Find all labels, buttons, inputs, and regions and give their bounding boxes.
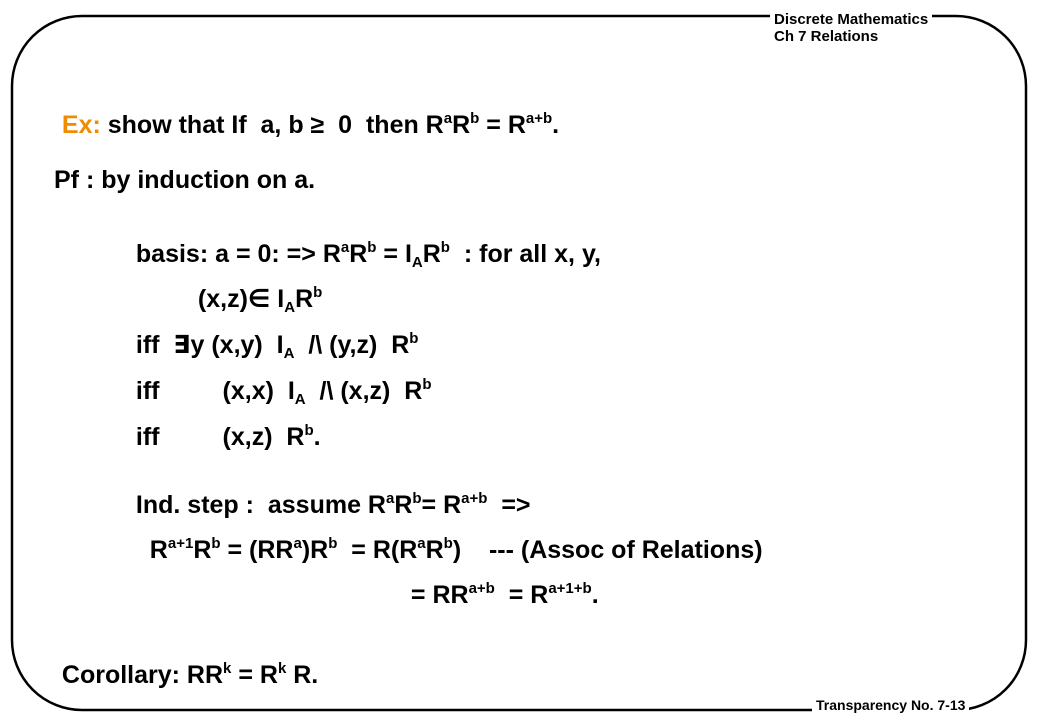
step3-text-5: R (397, 377, 423, 405)
induction-step-3-line (72, 550, 599, 614)
step3-sup-b: b (422, 376, 432, 393)
corollary-sup-k: k (223, 660, 232, 677)
step4-text-3: R (279, 423, 305, 451)
exists-symbol: ∃ (173, 331, 191, 359)
basis-sub-a: A (411, 254, 423, 271)
step2-text-4: /\ (y,z) (294, 331, 385, 359)
ind2-sup-b3: b (443, 535, 453, 552)
step1-sup-b: b (313, 284, 323, 301)
example-r: R (452, 111, 471, 139)
step4-text-2: (x,z) (222, 423, 280, 451)
corollary-line (48, 630, 318, 694)
basis-text-3: = I (376, 240, 412, 268)
course-title: Discrete Mathematics (770, 11, 932, 28)
step2-text-3: I (269, 331, 284, 359)
example-end: . (552, 111, 560, 139)
step2-sub-a: A (283, 345, 295, 362)
ind3-text-1: = RR (410, 581, 469, 609)
step4-end: . (313, 423, 321, 451)
step4-iff: iff (135, 423, 160, 451)
example-statement (48, 80, 559, 144)
corollary-sup-k2: k (277, 660, 287, 677)
example-text-3: = R (479, 111, 526, 139)
ind2-sup-b: b (211, 535, 221, 552)
ind-text-4: => (487, 491, 531, 519)
ind3-sup-a-plus-1-plus-b: a+1+b (548, 580, 592, 597)
basis-text-1: basis: a = 0: => R (135, 240, 341, 268)
ind2-text-5: = R(R (337, 536, 418, 564)
geq-symbol: ≥ (310, 111, 325, 139)
basis-text-2: R (349, 240, 368, 268)
ind3-end: . (591, 581, 599, 609)
ind2-sup-a-plus-1: a+1 (167, 535, 194, 552)
ind2-text-3: = (RR (220, 536, 294, 564)
step1-text-3: R (295, 285, 314, 313)
step3-text-4: /\ (x,z) (305, 377, 398, 405)
corollary-text-3: R. (286, 661, 319, 689)
sup-a: a (443, 110, 453, 127)
sup-a-plus-b: a+b (525, 110, 553, 127)
proof-intro: Pf : by induction on a. (54, 166, 316, 194)
basis-sup-a: a (340, 239, 350, 256)
basis-text-5: : for all x, y, (449, 240, 601, 268)
step3-iff: iff (135, 377, 160, 405)
ind2-text-2: R (193, 536, 212, 564)
example-text-2: 0 then R (324, 111, 444, 139)
element-of-symbol: ∈ (247, 285, 271, 313)
basis-text-4: R (422, 240, 441, 268)
example-text-1: show that If a, b (100, 111, 311, 139)
example-prefix: Ex: (61, 111, 101, 139)
step2-text-2: y (x,y) (190, 331, 270, 359)
ind-sup-b: b (412, 490, 422, 507)
step3-text-2: (x,x) (222, 377, 281, 405)
ind2-text-6: R (425, 536, 444, 564)
step2-sup-b: b (409, 330, 419, 347)
sup-b: b (470, 110, 480, 127)
ind3-sup-a-plus-b: a+b (468, 580, 495, 597)
step2-text-5: R (384, 331, 410, 359)
step3-text-3: I (280, 377, 295, 405)
corollary-text-1: Corollary: RR (61, 661, 224, 689)
step1-text-2: I (270, 285, 285, 313)
ind-sup-a-plus-b: a+b (461, 490, 488, 507)
ind-text-2: R (394, 491, 413, 519)
ind2-text-1: R (135, 536, 168, 564)
ind3-text-2: = R (494, 581, 549, 609)
ind2-text-7: ) --- (Assoc of Relations) (452, 536, 763, 564)
transparency-number: Transparency No. 7-13 (812, 697, 969, 713)
ind2-sup-a2: a (417, 535, 426, 552)
step4-sup-b: b (304, 422, 314, 439)
step-4-line (72, 392, 321, 456)
corollary-text-2: = R (231, 661, 278, 689)
ind2-text-4: )R (301, 536, 329, 564)
step1-text-1: (x,z) (197, 285, 248, 313)
step1-sub-a: A (284, 299, 296, 316)
step2-iff: iff (135, 331, 174, 359)
ind2-sup-b2: b (328, 535, 338, 552)
basis-sup-b2: b (440, 239, 450, 256)
ind-sup-a: a (385, 490, 395, 507)
ind-text-1: Ind. step : assume R (135, 491, 386, 519)
ind-text-3: = R (421, 491, 462, 519)
ind2-sup-a: a (293, 535, 302, 552)
chapter-title: Ch 7 Relations (770, 28, 882, 45)
basis-sup-b: b (367, 239, 377, 256)
step3-sub-a: A (294, 391, 306, 408)
